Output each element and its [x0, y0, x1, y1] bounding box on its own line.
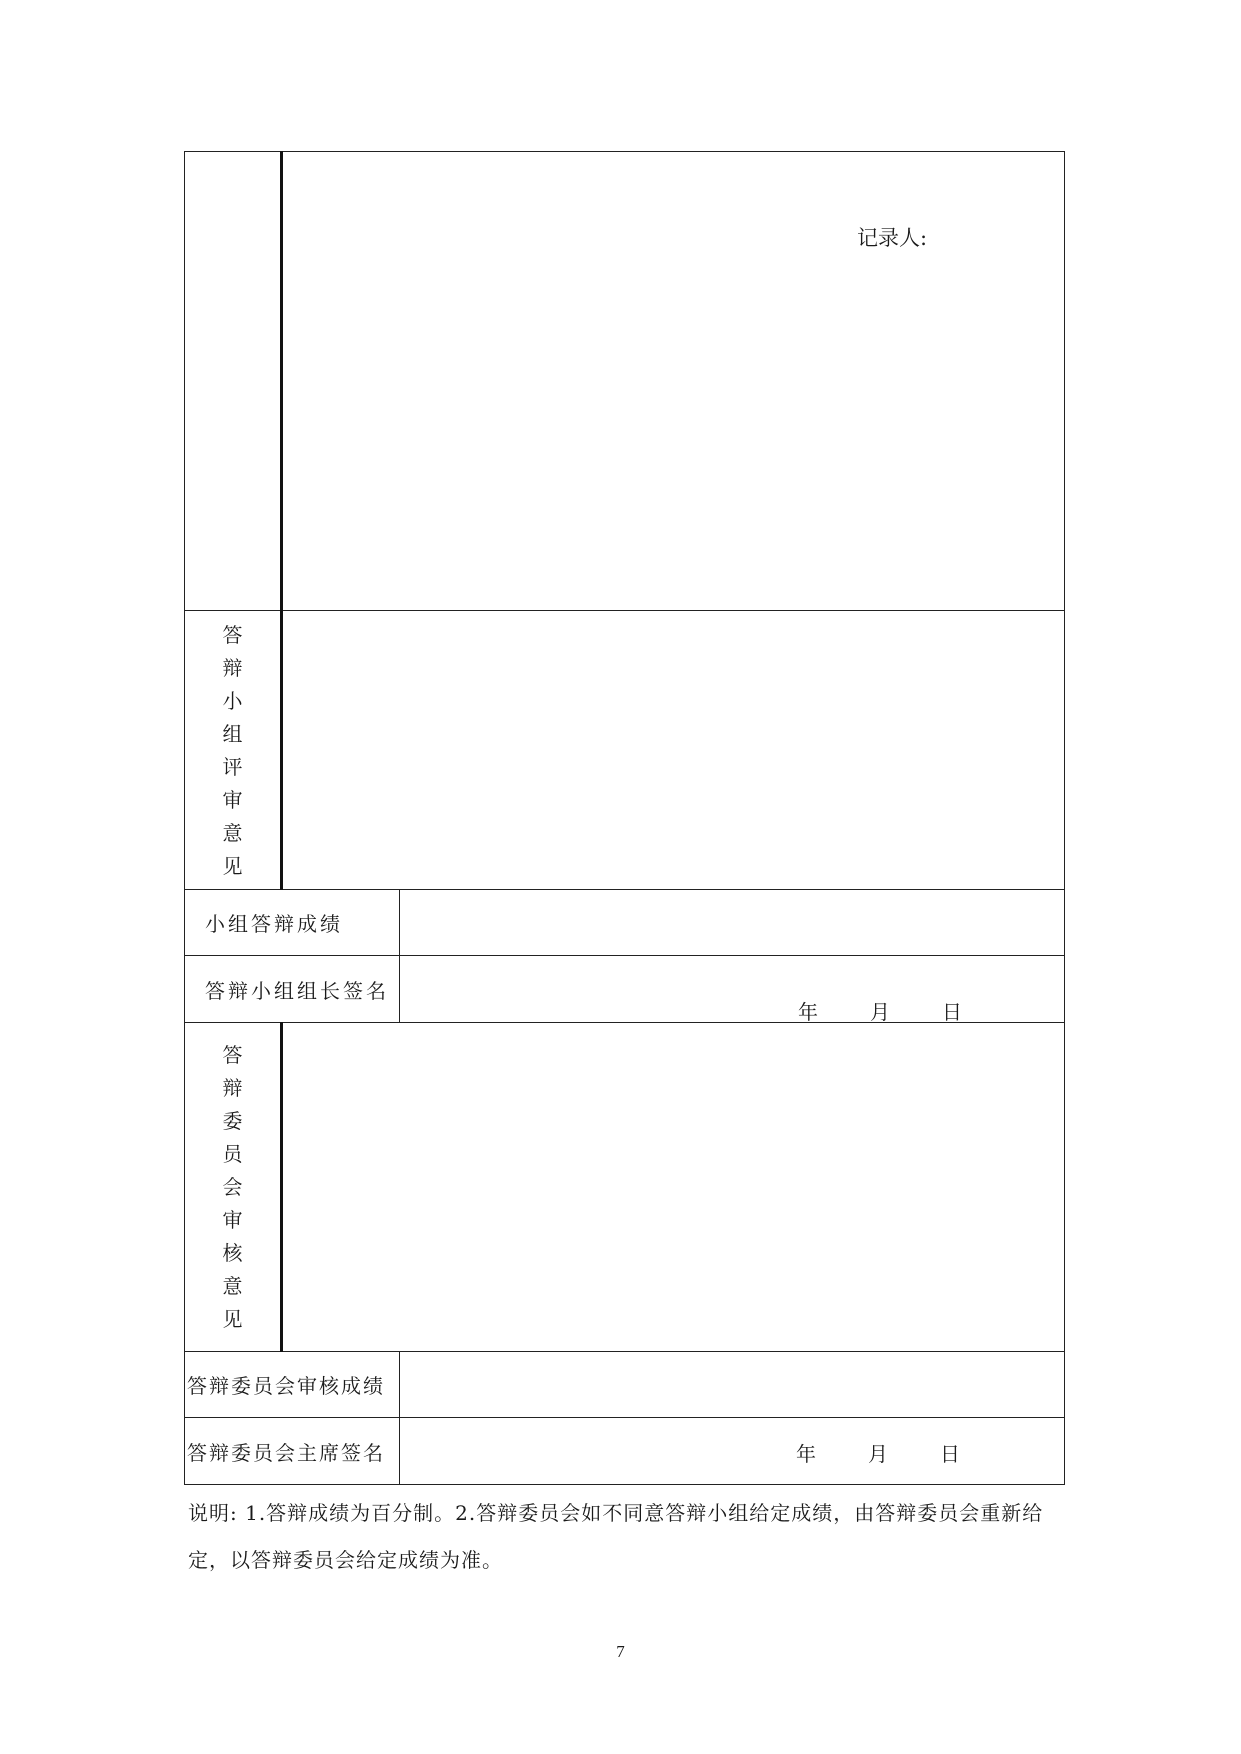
committee-review-content-cell[interactable]	[282, 1023, 1065, 1352]
committee-review-row	[185, 1023, 1065, 1352]
date-year-label: 年	[798, 1000, 818, 1024]
page-number: 7	[616, 1642, 625, 1661]
committee-chair-date	[796, 1438, 960, 1467]
group-review-label	[185, 623, 280, 878]
group-review-label-cell	[185, 611, 282, 890]
committee-review-label-char: 会	[222, 1175, 243, 1199]
group-score-value-cell[interactable]	[400, 890, 1065, 956]
committee-review-label-char: 委	[222, 1109, 243, 1133]
group-leader-sign-row	[185, 956, 1065, 1023]
committee-chair-sign-row	[185, 1418, 1065, 1485]
group-score-row	[185, 890, 1065, 956]
committee-review-label-char: 见	[222, 1307, 243, 1331]
committee-review-label-char: 答	[222, 1043, 243, 1067]
committee-review-label-char: 意	[222, 1274, 243, 1298]
group-review-label-char: 组	[222, 721, 243, 746]
committee-review-label-char: 审	[222, 1208, 243, 1232]
group-review-label-char: 答	[222, 622, 243, 647]
group-review-label-char: 意	[222, 820, 243, 845]
group-leader-sign-label: 答辩小组组长签名	[205, 978, 389, 1003]
date-year-label: 年	[796, 1442, 816, 1466]
group-review-label-char: 小	[222, 688, 243, 713]
group-review-content-cell[interactable]	[282, 611, 1065, 890]
group-review-row	[185, 611, 1065, 890]
group-review-label-char: 评	[222, 754, 243, 779]
committee-review-label-char: 员	[222, 1142, 243, 1166]
group-leader-date	[798, 996, 962, 1025]
committee-review-label-char: 核	[222, 1241, 243, 1265]
committee-chair-sign-label: 答辩委员会主席签名	[187, 1440, 385, 1465]
committee-review-label-cell	[185, 1023, 282, 1352]
group-score-label: 小组答辩成绩	[205, 912, 343, 936]
committee-chair-sign-cell[interactable]	[400, 1418, 1065, 1485]
date-day-label: 日	[940, 1442, 960, 1466]
recorder-label: 记录人:	[857, 226, 928, 250]
group-score-label-cell	[185, 890, 400, 956]
form-note: 说明: 1.答辩成绩为百分制。2.答辩委员会如不同意答辩小组给定成绩，由答辩委员会重新给定，以答辩委员会给定成绩为准。	[188, 1501, 1044, 1572]
date-day-label: 日	[942, 1000, 962, 1024]
committee-review-label	[185, 1043, 280, 1331]
group-leader-sign-cell[interactable]	[400, 956, 1065, 1023]
date-month-label: 月	[870, 1000, 890, 1024]
date-month-label: 月	[868, 1442, 888, 1466]
committee-score-label: 答辩委员会审核成绩	[187, 1374, 385, 1398]
committee-score-label-cell	[185, 1352, 400, 1418]
group-review-label-char: 见	[222, 853, 243, 878]
record-content-cell[interactable]	[282, 152, 1065, 611]
record-row	[185, 152, 1065, 611]
group-leader-sign-label-cell	[185, 956, 400, 1023]
group-review-label-char: 审	[222, 787, 243, 812]
committee-score-value-cell[interactable]	[400, 1352, 1065, 1418]
committee-score-row	[185, 1352, 1065, 1418]
defense-record-form	[184, 151, 1065, 1485]
group-review-label-char: 辩	[222, 655, 243, 680]
record-label-cell	[185, 152, 282, 611]
committee-review-label-char: 辩	[222, 1076, 243, 1100]
committee-chair-sign-label-cell	[185, 1418, 400, 1485]
